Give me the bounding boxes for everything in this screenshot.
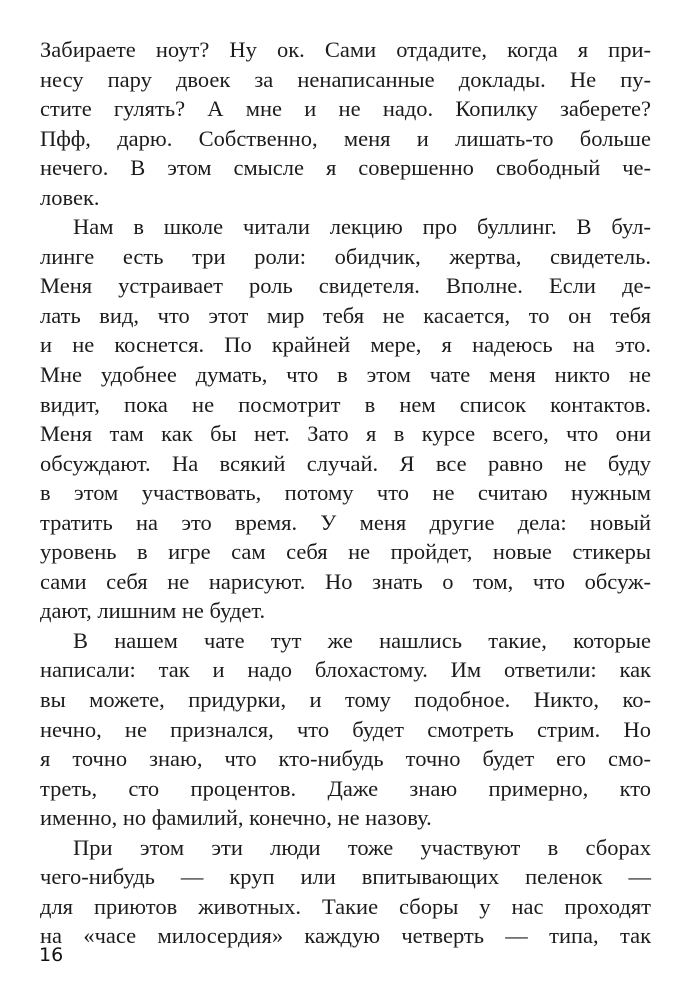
paragraph bbox=[40, 212, 651, 626]
text-line: Пфф, дарю. Собственно, меня и лишать-то больше bbox=[40, 125, 651, 151]
text-line: в этом участвовать, потому что не считаю нужным bbox=[40, 480, 651, 506]
paragraph bbox=[40, 35, 651, 212]
text-line: я точно знаю, что кто-нибудь точно будет его смо- bbox=[40, 746, 651, 772]
text-line: именно, но фамилий, конечно, не назову. bbox=[40, 805, 432, 831]
text-line: В нашем чате тут же нашлись такие, которые bbox=[73, 627, 651, 653]
text-line: несу пару двоек за ненаписанные доклады. Не пу- bbox=[40, 66, 651, 92]
text-line: Меня там как бы нет. Зато я в курсе всего, что они bbox=[40, 421, 651, 447]
text-line: уровень в игре сам себя не пройдет, новые стикеры bbox=[40, 539, 651, 565]
text-line: видит, пока не посмотрит в нем список контактов. bbox=[40, 391, 651, 417]
text-line: тратить на это время. У меня другие дела: новый bbox=[40, 509, 651, 535]
paragraph bbox=[40, 626, 651, 833]
text-line: нечно, не признался, что будет смотреть стрим. Но bbox=[40, 716, 651, 742]
text-line: стите гулять? А мне и не надо. Копилку заберете? bbox=[40, 96, 651, 122]
text-line: При этом эти люди тоже участвуют в сборах bbox=[73, 834, 651, 860]
page-body-text bbox=[40, 35, 651, 951]
text-line: вы можете, придурки, и тому подобное. Никто, ко- bbox=[40, 687, 651, 713]
text-line: обсуждают. На всякий случай. Я все равно не буду bbox=[40, 450, 651, 476]
text-line: линге есть три роли: обидчик, жертва, свидетель. bbox=[40, 243, 651, 269]
text-line: Забираете ноут? Ну ок. Сами отдадите, когда я при- bbox=[40, 37, 651, 62]
text-line: нечего. В этом смысле я совершенно свободный че- bbox=[40, 155, 651, 181]
text-line: на «часе милосердия» каждую четверть — типа, так bbox=[40, 923, 651, 949]
text-line: дают, лишним не будет. bbox=[40, 598, 266, 624]
text-line: Нам в школе читали лекцию про буллинг. В бул- bbox=[73, 214, 651, 240]
text-line: и не коснется. По крайней мере, я надеюсь на это. bbox=[40, 332, 651, 358]
text-line: написали: так и надо блохастому. Им ответили: как bbox=[40, 657, 651, 683]
text-line: Мне удобнее думать, что в этом чате меня никто не bbox=[40, 362, 651, 388]
page-number: 16 bbox=[39, 944, 64, 966]
text-line: Меня устраивает роль свидетеля. Вполне. Если де- bbox=[40, 273, 651, 299]
text-line: сами себя не нарисуют. Но знать о том, что обсуж- bbox=[40, 568, 651, 594]
text-line: ловек. bbox=[40, 184, 100, 210]
text-line: для приютов животных. Такие сборы у нас проходят bbox=[40, 893, 651, 919]
text-line: треть, сто процентов. Даже знаю примерно, кто bbox=[40, 775, 651, 801]
text-line: лать вид, что этот мир тебя не касается, то он тебя bbox=[40, 302, 651, 328]
text-line: чего-нибудь — круп или впитывающих пеленок — bbox=[40, 864, 651, 890]
paragraph bbox=[40, 833, 651, 951]
